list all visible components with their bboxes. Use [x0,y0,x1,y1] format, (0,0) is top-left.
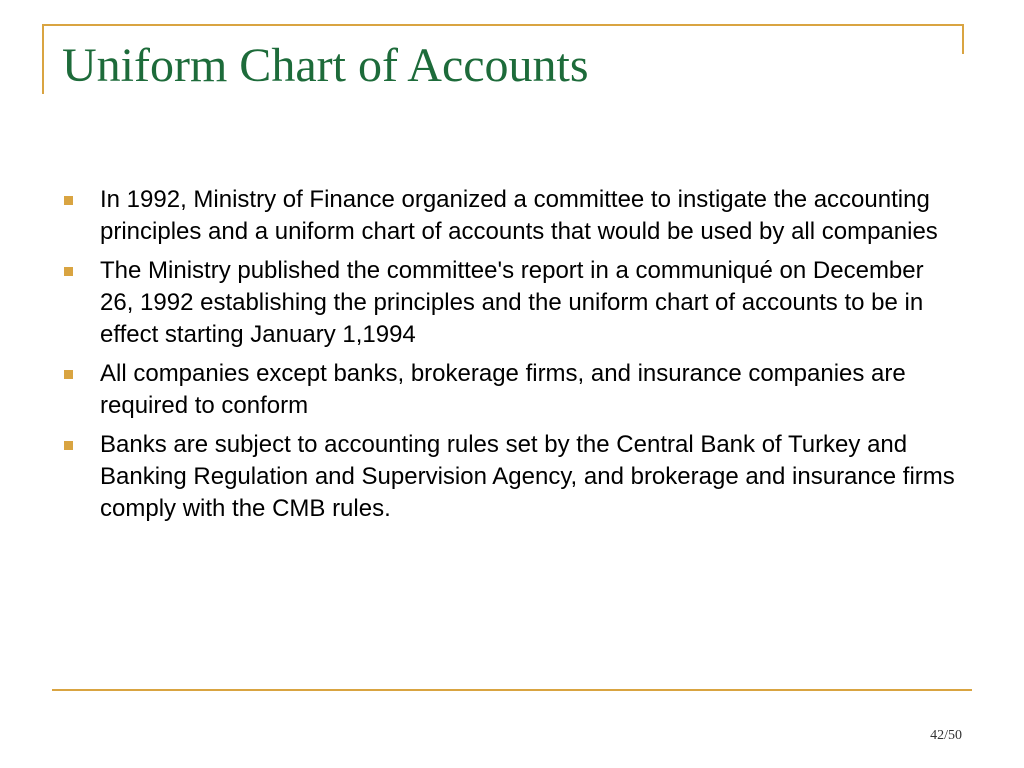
bullet-list [62,184,962,532]
bullet-text: Banks are subject to accounting rules set by the Central Bank of Turkey and Banking Regulation and Supervision Agency, and brokerage and insurance firms comply with the CMB rules. [100,431,955,522]
bullet-text: In 1992, Ministry of Finance organized a committee to instigate the accounting principles and a uniform chart of accounts that would be used by all companies [100,186,938,245]
footer-rule [52,689,972,691]
bullet-text: All companies except banks, brokerage firms, and insurance companies are required to conform [100,360,906,419]
square-bullet-icon [64,267,73,276]
square-bullet-icon [64,196,73,205]
square-bullet-icon [64,441,73,450]
slide-title: Uniform Chart of Accounts [62,39,589,92]
frame-top-rule [42,24,964,26]
bullet-item [62,358,962,422]
bullet-item [62,184,962,248]
bullet-item [62,429,962,525]
square-bullet-icon [64,370,73,379]
page-number: 42/50 [930,728,962,743]
bullet-item [62,255,962,351]
bullet-text: The Ministry published the committee's report in a communiqué on December 26, 1992 establishing the principles and the uniform chart of accounts to be in effect starting January 1,1994 [100,257,924,348]
frame-right-rule [962,24,964,54]
frame-left-rule [42,24,44,94]
